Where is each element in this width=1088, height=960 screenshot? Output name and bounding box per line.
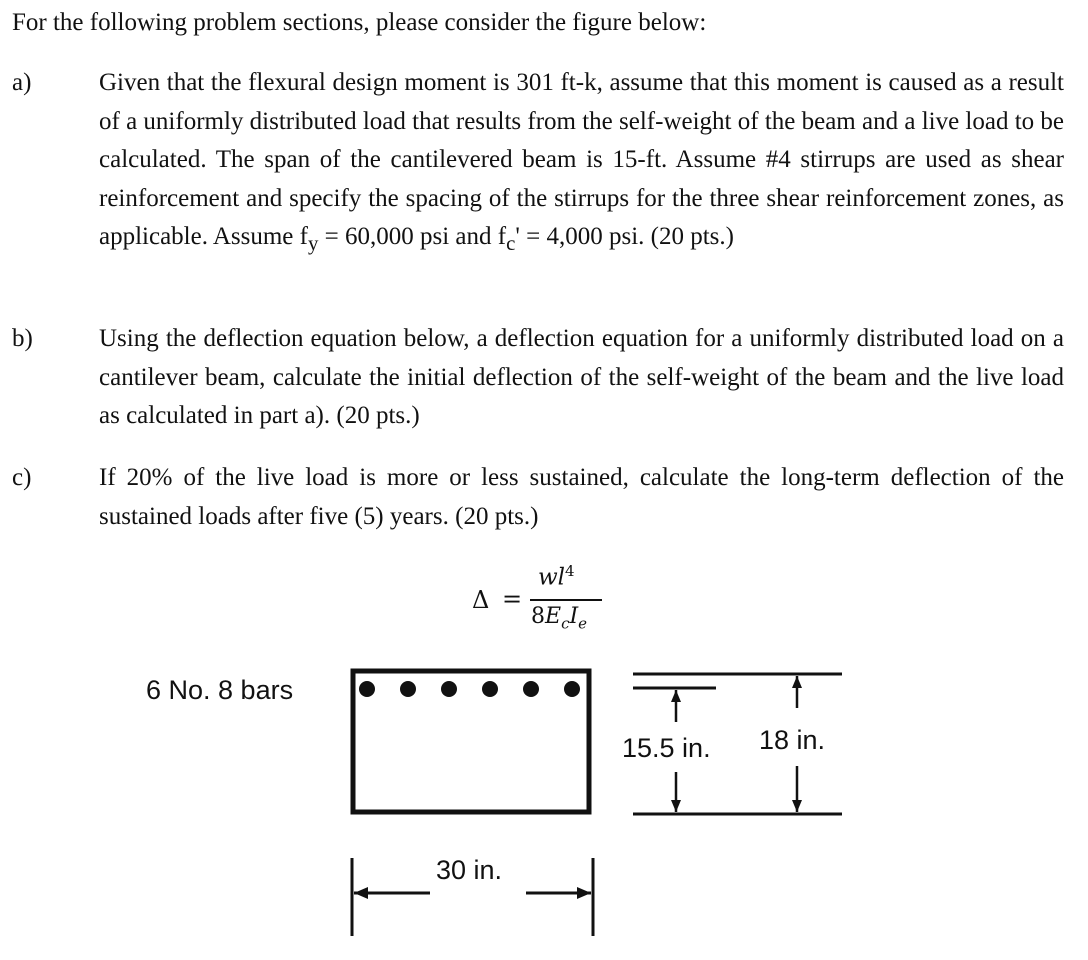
total-depth-arrowhead-bottom	[792, 800, 802, 812]
fy-subscript: y	[307, 231, 319, 255]
total-depth-label: 18 in.	[759, 725, 826, 755]
effective-depth-arrowhead-bottom	[671, 800, 681, 812]
formula-equals: =	[502, 585, 523, 613]
part-a-letter: a)	[12, 69, 32, 96]
rebar-4	[482, 681, 498, 697]
part-b-letter: b)	[12, 325, 33, 352]
rebar-5	[523, 681, 539, 697]
part-a-text: Given that the flexural design moment is 301 ft-k, assume that this moment is caused as a result of a uniformly distributed load that results from the self-weight of the beam and a live load to be calculated. The span of the cantilevered beam is 15-ft. Assume #4 stirrups are used as shear reinforcement and specify the spacing of the stirrups for the three shear reinforcement zones, as applicable. Assume $f_y = 60,000$ psi and $f_c' = 4,000$ psi. (20 pts.)	[99, 69, 1065, 255]
rebar-3	[441, 681, 457, 697]
total-depth-arrowhead-top	[792, 676, 802, 688]
rebar-group	[359, 681, 580, 697]
rebar-6	[564, 681, 580, 697]
effective-depth-arrowhead-top	[671, 690, 681, 702]
intro-text: For the following problem sections, please consider the figure below:	[12, 9, 707, 36]
rebar-2	[400, 681, 416, 697]
effective-depth-label: 15.5 in.	[622, 733, 711, 763]
part-b-text: Using the deflection equation below, a deflection equation for a uniformly distributed load on a cantilever beam, calculate the initial deflection of the self-weight of the beam and the live load as calculated in part a). (20 pts.)	[99, 325, 1064, 429]
part-c-text: If 20% of the live load is more or less sustained, calculate the long-term deflection of the sustained loads after five (5) years. (20 pts.)	[99, 464, 1064, 530]
formula-numerator: $wl^4$	[538, 562, 575, 591]
formula-delta: Δ	[472, 586, 490, 614]
beam-rectangle	[353, 671, 589, 812]
formula-denominator: $8E_cI_e$	[531, 604, 588, 633]
width-arrowhead-right	[577, 887, 591, 899]
part-c-letter: c)	[12, 464, 32, 491]
fc-subscript: c	[506, 231, 516, 255]
width-label: 30 in.	[436, 855, 503, 885]
rebar-1	[359, 681, 375, 697]
bars-label: 6 No. 8 bars	[146, 675, 294, 705]
width-arrowhead-left	[354, 887, 368, 899]
